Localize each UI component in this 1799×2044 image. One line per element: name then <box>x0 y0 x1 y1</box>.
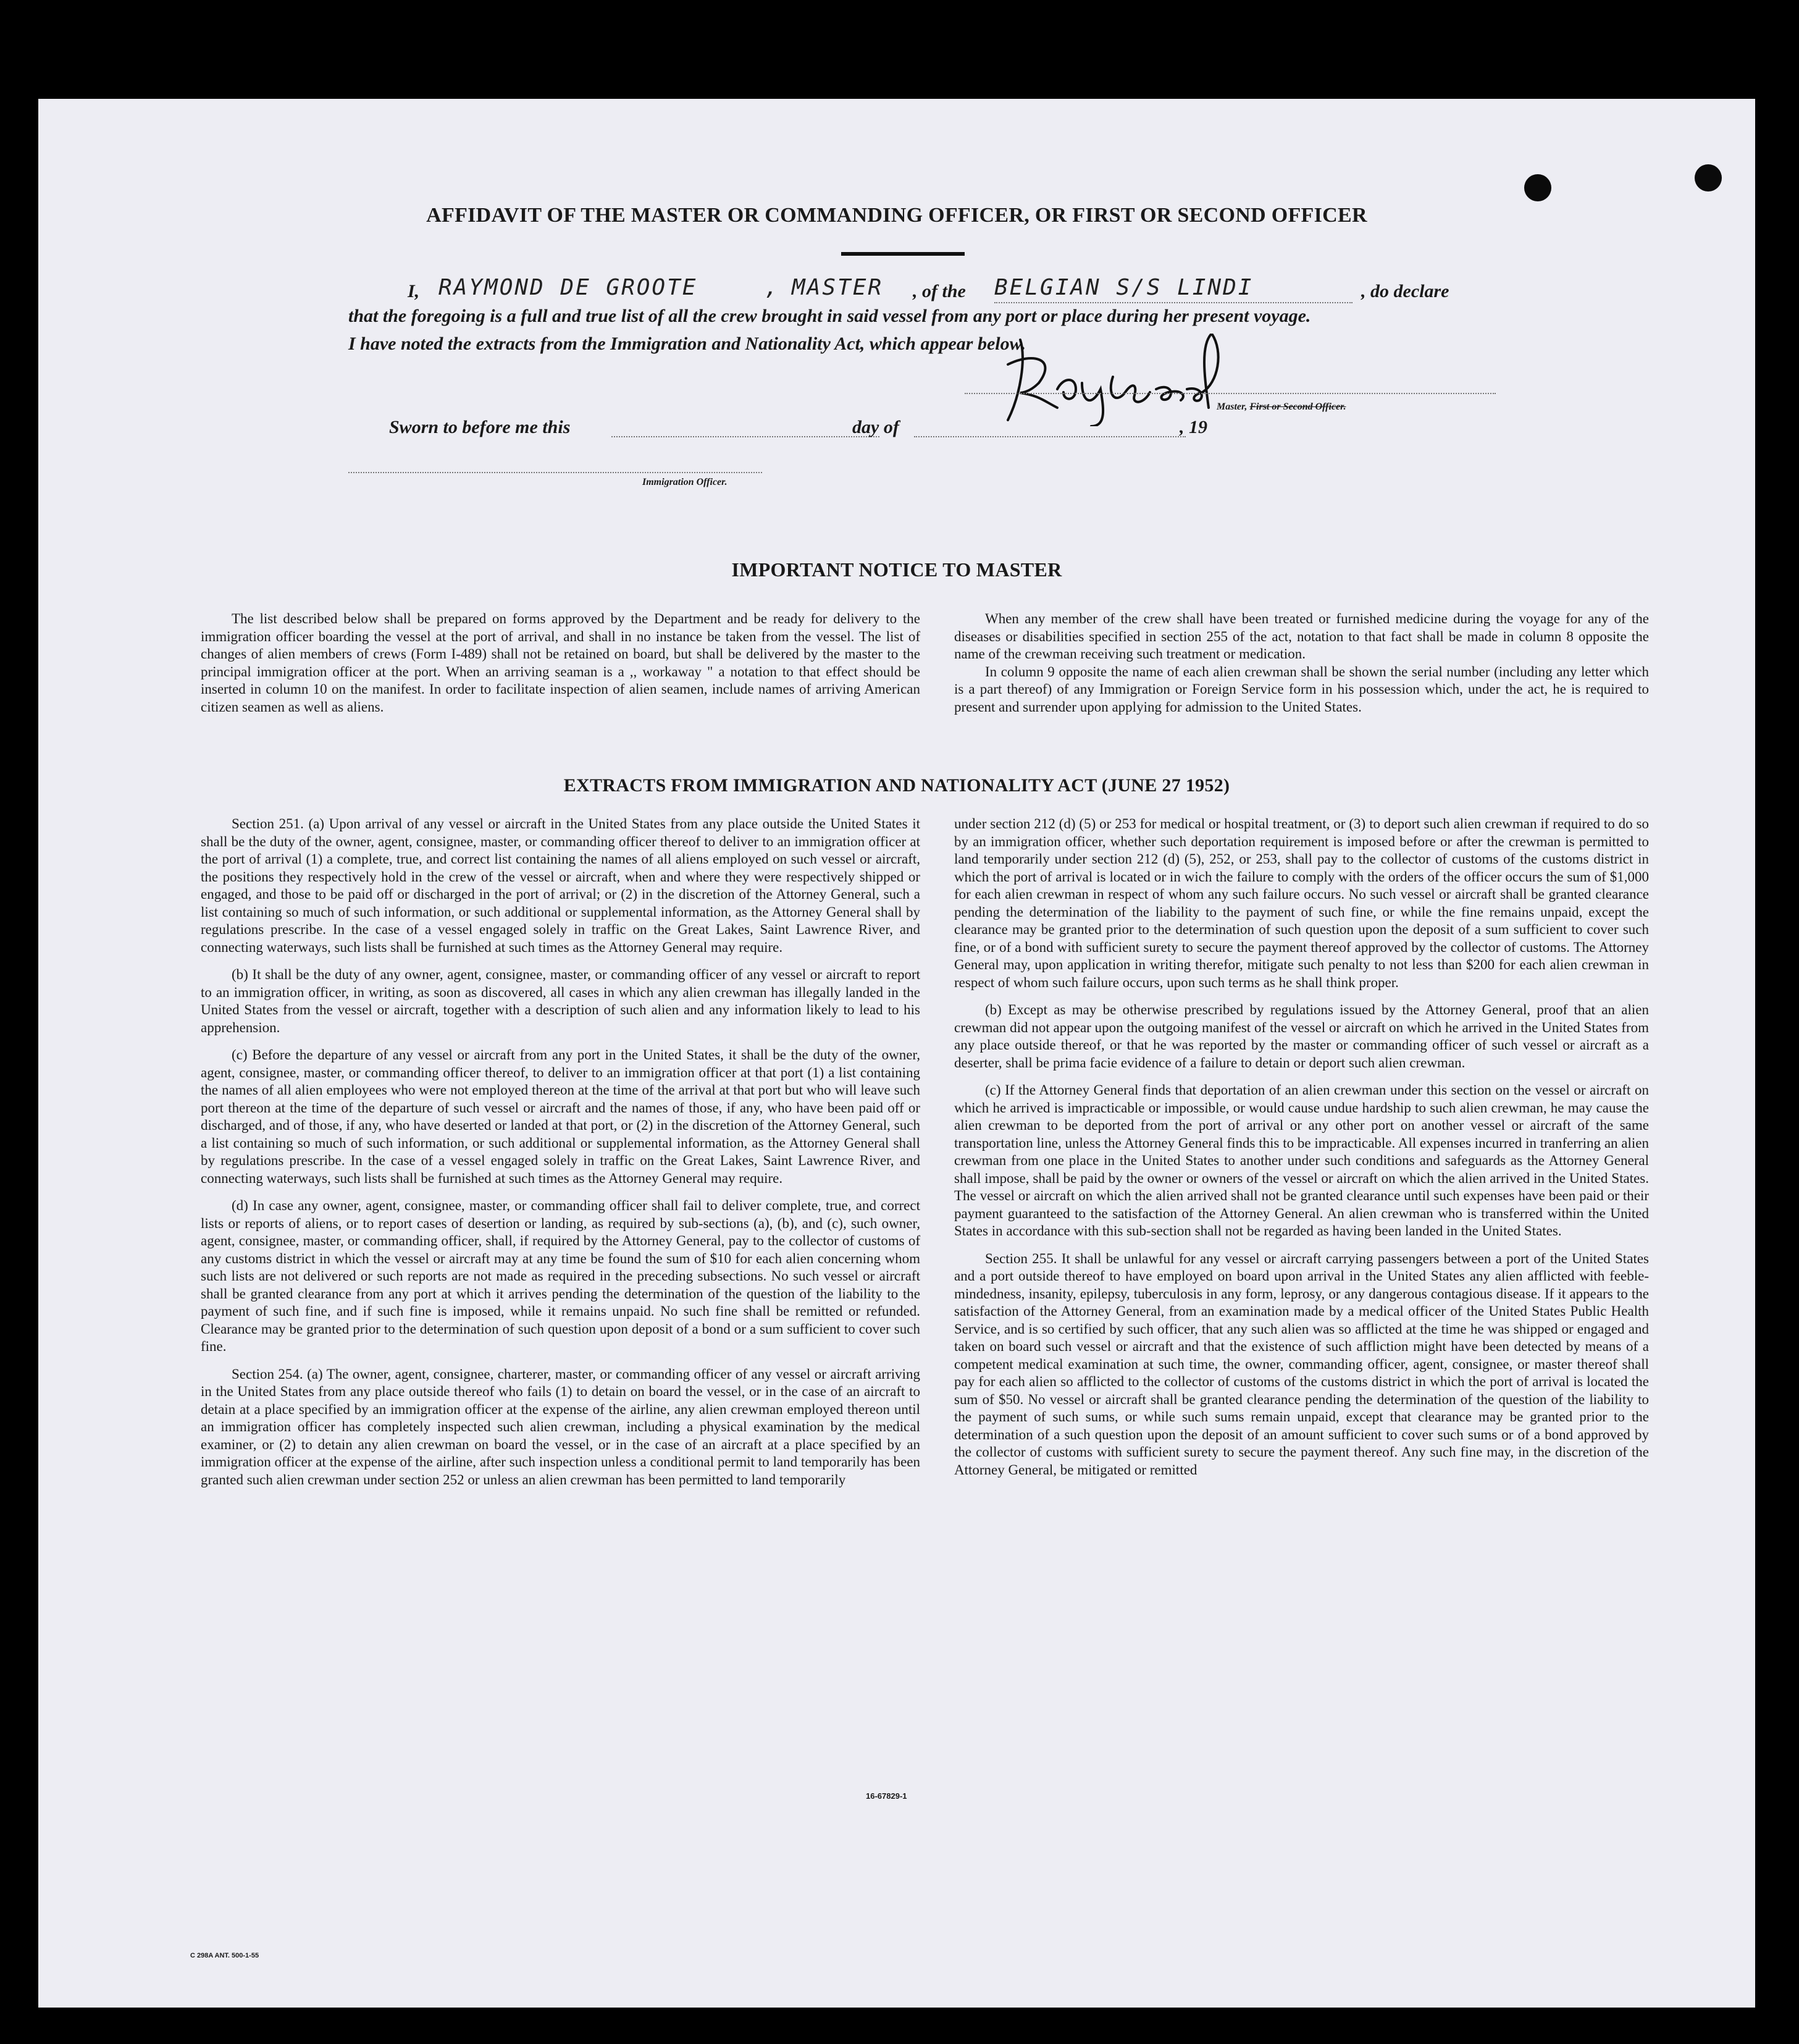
declarant-name: RAYMOND DE GROOTE <box>438 275 698 300</box>
declaration-line <box>408 275 1513 306</box>
extract-paragraph: Section 254. (a) The owner, agent, consignee, charterer, master, or commanding officer of any vessel or aircraft arriving in the United States from any place outside thereof who fails (1) to detain on board the vessel, or in the case of an aircraft to detain at a place specified by an immigration officer at the expense of the airline, any alien crewman employed thereon until an immigration officer has completely inspected such alien crewman, including a physical examination by the medical examiner, or (2) to detain any alien crewman on board the vessel, or in the case of an aircraft at a place specified by an immigration officer at the expense of the airline, after such inspection unless a conditional permit to land temporarily has been granted such alien crewman under section 252 or unless an alien crewman has been permitted to land temporarily <box>201 1366 920 1487</box>
immigration-officer-label: Immigration Officer. <box>642 477 728 487</box>
declaration-i: I, <box>408 281 420 301</box>
extract-paragraph: under section 212 (d) (5) or 253 for medical or hospital treatment, or (3) to deport such alien crewman if required to do so by an immigration officer, whether such deportation requirement is imposed before or after the crewman is permitted to land temporarily under section 212 (d) (5), 252, or 253, shall pay to the collector of customs of the customs district in which the port of arrival is located or in wich the failure to comply with the orders of the officer occurs the sum of $1,000 for each alien crewman in respect of whom any such failure occurs. No such vessel or aircraft shall be granted clearance pending the determination of the liability to the payment of such fine, or while the fine remains unpaid, except the clearance may be granted prior to the determination of such question upon the deposit of a sum sufficient to cover such fine, or of a bond with sufficient surety to secure the payment thereof approved by the collector of customs. The Attorney General may, upon application in writing therefor, mitigate such penalty to not less than $200 for each alien crewman in respect of whom such failure occurs, upon such terms as he shall think proper. <box>954 816 1649 990</box>
of-the-label: , of the <box>913 281 966 301</box>
extract-paragraph: (c) Before the departure of any vessel or aircraft from any port in the United States, it shall be the duty of the owner, agent, consignee, master, or commanding officer thereof, to deliver to an immigration officer at that port (1) a list containing the names of all alien employees who were not employed thereon at the time of the arrival at that port but who will leave such port thereon at the time of the departure of such vessel or aircraft and the names of those, if any, who have been paid off or discharged, and of those, if any, who have deserted or landed at that port, or (2) in the discretion of the Attorney General, such a list containing so much of such information, or such additional or supplemental information, as the Attorney General shall by regulations prescribe. In the case of a vessel engaged solely in traffic on the Great Lakes, Saint Lawrence River, and connecting waterways, such lists shall be furnished at such times as the Attorney General may require. <box>201 1047 920 1186</box>
extract-paragraph: (d) In case any owner, agent, consignee, master, or commanding officer shall fail to deliver complete, true, and correct lists or reports of aliens, or to report cases of desertion or landing, as required by sub-sections (a), (b), and (c), such owner, agent, consignee, master, or commanding officer, shall, if required by the Attorney General, pay to the collector of customs of any customs district in which the vessel or aircraft may at any time be found the sum of $10 for each alien concerning whom such lists are not delivered or such reports are not made as required in the preceding subsections. No such vessel or aircraft shall be granted clearance from any port at which it arrives pending the determination of the question of the liability to the payment of such fine, and if such fine is imposed, while it remains unpaid. No such fine shall be remitted or refunded. Clearance may be granted prior to the determination of such question upon deposit of a bond or a sum sufficient to cover such fine. <box>201 1198 920 1354</box>
affidavit-title: AFFIDAVIT OF THE MASTER OR COMMANDING OFFICER, OR FIRST OR SECOND OFFICER <box>426 204 1367 227</box>
form-code: C 298A ANT. 500-1-55 <box>190 1952 259 1959</box>
notice-paragraph: The list described below shall be prepared on forms approved by the Department and be ready for delivery to the immigration officer boarding the vessel at the port of arrival, and shall in no instance be taken from the vessel. The list of changes of alien members of crews (Form I-489) shall not be retained on board, but shall be delivered by the master to the principal immigration officer at the port. When an arriving seaman is a ,, workaway " a notation to that effect should be inserted in column 10 on the manifest. In order to facilitate inspection of alien seamen, include names of arriving American citizen seamen as well as aliens. <box>201 611 920 715</box>
punch-hole-right <box>1695 164 1722 191</box>
master-title: Master, <box>1217 402 1248 412</box>
extract-paragraph: (b) Except as may be otherwise prescribed by regulations issued by the Attorney General, proof that an alien crewman did not appear upon the outgoing manifest of the vessel or aircraft on which he arrived in the United States from any place outside thereof, or that he was reported by the master or commanding officer of such vessel or aircraft as a deserter, shall be prima facie evidence of a failure to detain or deport such alien crewman. <box>954 1002 1649 1070</box>
extract-paragraph: Section 255. It shall be unlawful for any vessel or aircraft carrying passengers between a port of the United States and a port outside thereof to have employed on board upon arrival in the United States any alien afflicted with feeble-mindedness, insanity, epilepsy, tuberculosis in any form, leprosy, or any dangerous contagious disease. If it appears to the satisfaction of the Attorney General, from an examination made by a medical officer of the United States Public Health Service, and is so certified by such officer, that any such alien was so afflicted at the time he was shipped or engaged and taken on board such vessel or aircraft and that the existence of such affliction might have been detected by means of a competent medical examination at such time, the owner, commanding officer, agent, consignee, or master thereof shall pay for each alien so afflicted to the collector of customs of the customs district in which the port of arrival is located the sum of $50. No vessel or aircraft shall be granted clearance pending the determination of the question of the liability to the payment of such sums, or while such sums remain unpaid, except that clearance may be granted prior to the determination of a such question upon the deposit of an amount sufficient to cover such sums or of a bond approved by the collector of customs with sufficient surety to secure the payment thereof. Any such fine may, in the discretion of the Attorney General, be mitigated or remitted <box>954 1250 1649 1478</box>
declarant-rank: MASTER <box>792 275 884 300</box>
print-code: 16-67829-1 <box>866 1791 907 1801</box>
sworn-label: Sworn to before me this <box>389 417 571 437</box>
notice-title: IMPORTANT NOTICE TO MASTER <box>731 558 1062 581</box>
punch-hole-left <box>1524 174 1551 201</box>
notice-paragraph: In column 9 opposite the name of each alien crewman shall be shown the serial number (including any letter which is a part thereof) of any Immigration or Foreign Service form in his possession which, under the act, he is required to present and surrender upon applying for admission to the United States. <box>954 663 1649 715</box>
day-of-label: day of <box>852 417 899 437</box>
name-comma: , <box>765 275 780 300</box>
officer-signature-line <box>348 472 762 473</box>
vessel-name: BELGIAN S/S LINDI <box>994 275 1254 300</box>
do-declare-label: , do declare <box>1361 281 1449 301</box>
document-page <box>38 99 1755 2008</box>
declaration-line-3: I have noted the extracts from the Immigration and Nationality Act, which appear below. <box>348 334 1026 354</box>
year-label: , 19 <box>1180 417 1207 437</box>
extract-paragraph: Section 251. (a) Upon arrival of any vessel or aircraft in the United States from any place outside the United States it shall be the duty of the owner, agent, consignee, master, or commanding officer thereof to deliver to an immigration officer at the port of arrival (1) a complete, true, and correct list containing the names of all aliens employed on such vessel or aircraft, the positions they respectively hold in the crew of the vessel or aircraft, when and where they were respectively shipped or engaged, and those to be paid off or discharged in the port of arrival; or (2) in the discretion of the Attorney General, such a list containing so much of such information, or such additional or supplemental information, as the Attorney General shall by regulations prescribe. In the case of a vessel engaged solely in traffic on the Great Lakes, Saint Lawrence River, and connecting waterways, such lists shall be furnished at such times as the Attorney General may require. <box>201 816 920 955</box>
sworn-day-line <box>611 436 879 437</box>
master-label <box>1217 402 1346 413</box>
notice-left-column <box>201 610 920 716</box>
notice-paragraph: When any member of the crew shall have been treated or furnished medicine during the voyage for any of the diseases or disabilities specified in section 255 of the act, notation to that fact shall be made in column 8 opposite the name of the crewman receiving such treatment or medication. <box>954 611 1649 662</box>
struck-officer-title: First or Second Officer. <box>1249 402 1346 412</box>
extracts-right-column <box>920 815 1649 1489</box>
extract-paragraph: (c) If the Attorney General finds that deportation of an alien crewman under this section on the vessel or aircraft on which he arrived is impracticable or impossible, or would cause undue hardship to such alien crewman, he may cause the alien crewman to be deported from the port of arrival or any other port on another vessel or aircraft of the same transportation line, unless the Attorney General finds this to be impracticable. All expenses incurred in tranferring an alien crewman from one place in the United States to another under such conditions and safeguards as the Attorney General shall impose, shall be paid by the owner or owners of the vessel or aircraft on which the alien arrived in the United States. The vessel or aircraft on which the alien arrived shall not be granted clearance until such expenses have been paid or their payment guaranteed to the satisfaction of the Attorney General. An alien crewman who is transferred within the United States in accordance with this sub-section shall not be regarded as having been landed in the United States. <box>954 1082 1649 1239</box>
declaration-line-2: that the foregoing is a full and true list of all the crew brought in said vessel from any port or place during her present voyage. <box>348 306 1311 326</box>
notice-right-column <box>920 610 1649 716</box>
sworn-month-line <box>914 436 1186 437</box>
extracts-title: EXTRACTS FROM IMMIGRATION AND NATIONALITY ACT (JUNE 27 1952) <box>563 775 1230 796</box>
extract-paragraph: (b) It shall be the duty of any owner, agent, consignee, master, or commanding officer of any vessel or aircraft to report to an immigration officer, in writing, as soon as discovered, all cases in which any alien crewman has illegally landed in the United States from the vessel or aircraft, together with a description of such alien and any information likely to lead to his apprehension. <box>201 967 920 1035</box>
title-rule <box>841 252 965 256</box>
vessel-dotted-line <box>994 302 1352 303</box>
signature-dotted-line <box>965 393 1496 394</box>
extracts-left-column <box>201 815 920 1499</box>
